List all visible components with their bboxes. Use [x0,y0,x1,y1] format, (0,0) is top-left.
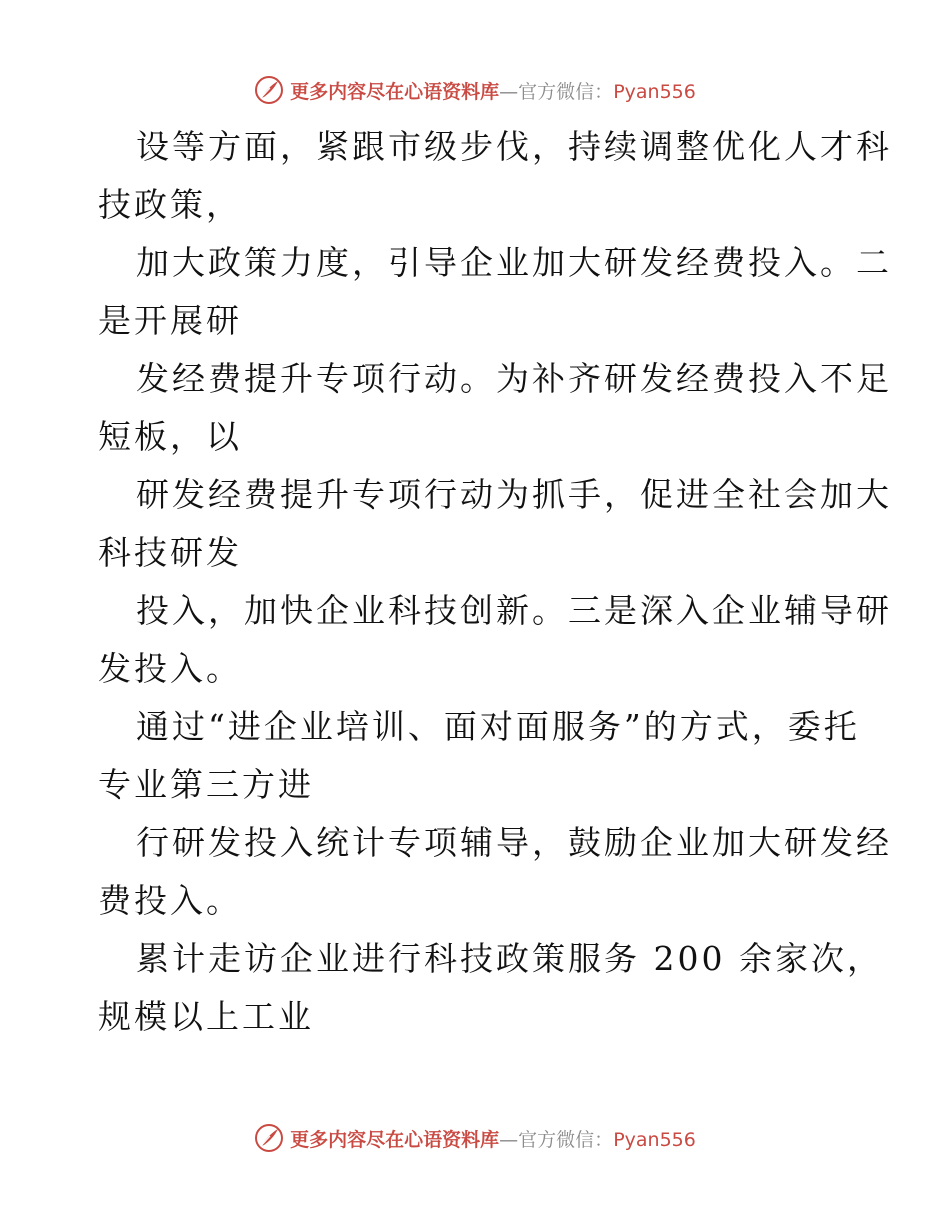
paragraph-line: 技政策， [98,185,242,224]
paragraph-line: 是开展研 [98,301,242,340]
watermark-label: 官方微信： [518,80,614,103]
paragraph-line: 科技研发 [98,533,242,572]
paragraph-line: 发经费提升专项行动。为补齐研发经费投入不足 [136,359,892,398]
paragraph-line: 专业第三方进 [98,765,314,804]
paragraph-line: 通过“进企业培训、面对面服务”的方式，委托 [136,707,860,746]
paragraph-line: 行研发投入统计专项辅导，鼓励企业加大研发经 [136,823,892,862]
watermark-brand: 更多内容尽在心语资料库 [290,1128,500,1151]
feather-pen-icon [254,1123,284,1153]
paragraph-line: 短板，以 [98,417,242,456]
watermark-wechat-id: Pyan556 [613,1128,696,1151]
watermark-label: 官方微信： [518,1128,614,1151]
feather-pen-icon [254,75,284,105]
watermark-dash: — [499,80,519,103]
paragraph-line: 规模以上工业 [98,997,314,1036]
watermark-text [290,77,696,104]
paragraph-line: 费投入。 [98,881,242,920]
header-watermark [0,70,950,110]
document-body [98,118,892,1046]
watermark-brand: 更多内容尽在心语资料库 [290,80,500,103]
paragraph-line: 设等方面，紧跟市级步伐，持续调整优化人才科 [136,127,892,166]
paragraph-line: 加大政策力度，引导企业加大研发经费投入。二 [136,243,892,282]
paragraph-line: 发投入。 [98,649,242,688]
paragraph-line: 投入，加快企业科技创新。三是深入企业辅导研 [136,591,892,630]
paragraph-line: 累计走访企业进行科技政策服务 200 余家次， [136,939,883,978]
footer-watermark [0,1118,950,1158]
watermark-dash: — [499,1128,519,1151]
paragraph-line: 研发经费提升专项行动为抓手，促进全社会加大 [136,475,892,514]
watermark-wechat-id: Pyan556 [613,80,696,103]
watermark-text [290,1125,696,1152]
